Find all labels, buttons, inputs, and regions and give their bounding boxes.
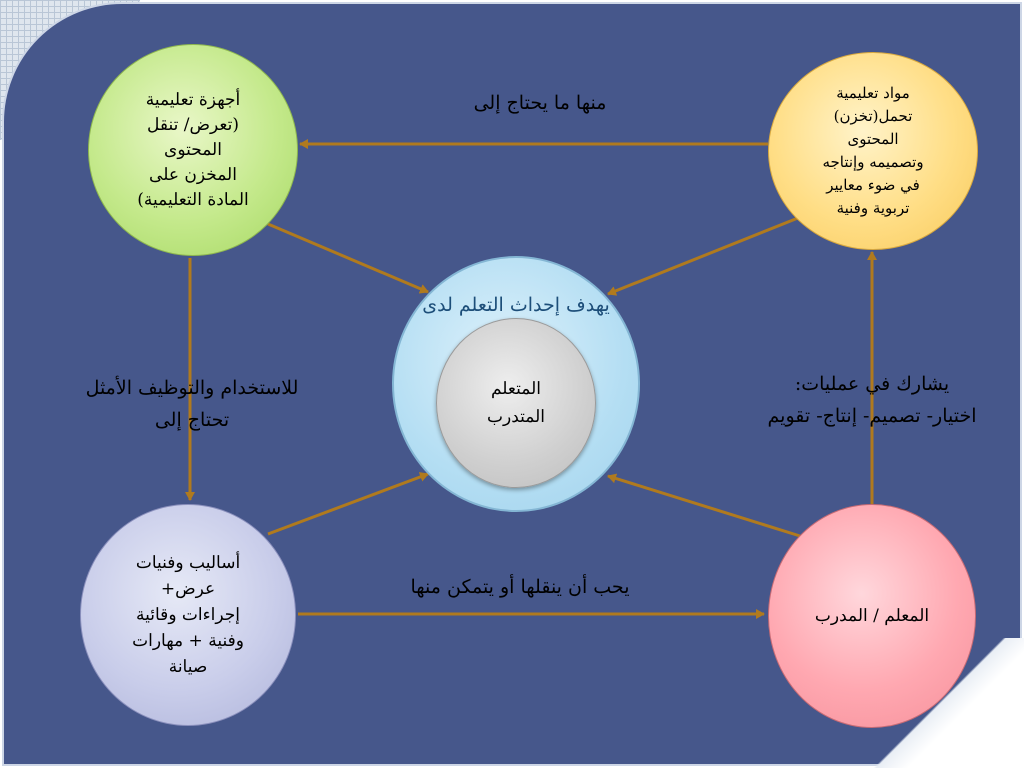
arrow-teacher-to-goal xyxy=(608,476,800,536)
node-educational-materials xyxy=(768,52,978,250)
edge-label-top: منها ما يحتاج إلى xyxy=(473,92,607,114)
edge-label-bottom: يحب أن ينقلها أو يتمكن منها xyxy=(410,576,630,598)
node-methods-techniques-text: أساليب وفنيات عرض+ إجراءات وقائية وفنية + مهارات صيانة xyxy=(132,553,244,677)
node-teacher-trainer xyxy=(768,504,976,728)
edge-label-right: يشارك في عمليات: اختيار- تصميم- إنتاج- تقويم xyxy=(767,373,977,427)
arrow-materials-to-goal xyxy=(608,218,798,294)
node-learner-trainee-text: المتعلم المتدرب xyxy=(487,379,545,427)
goal-label: يهدف إحداث التعلم لدى xyxy=(422,294,610,316)
edge-label-left: للاستخدام والتوظيف الأمثل تحتاج إلى xyxy=(85,377,299,431)
node-methods-techniques xyxy=(80,504,296,726)
node-educational-materials-text: مواد تعليمية تحمل(تخزن) المحتوى وتصميمه وإنتاجه في ضوء معايير تربوية وفنية xyxy=(822,84,924,217)
node-teacher-trainer-text: المعلم / المدرب xyxy=(814,606,930,626)
node-learner-trainee xyxy=(436,318,596,488)
arrow-devices-to-goal xyxy=(268,224,428,292)
arrow-methods-to-goal xyxy=(268,474,428,534)
node-educational-devices xyxy=(88,44,298,256)
node-educational-devices-text: أجهزة تعليمية (تعرض/ تنقل المحتوى المخزن على المادة التعليمية) xyxy=(137,89,249,210)
